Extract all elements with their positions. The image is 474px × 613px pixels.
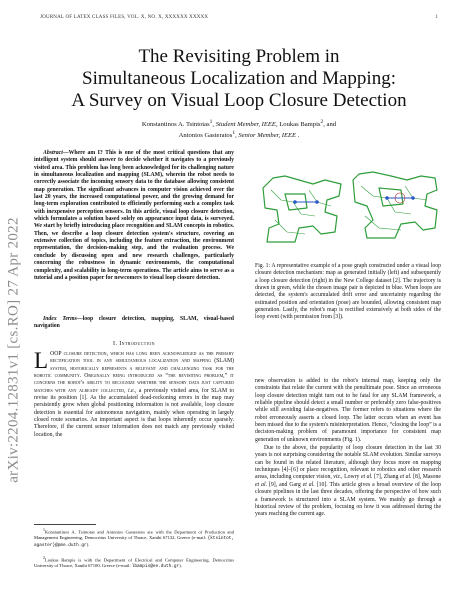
affiliation-mark: 1 [209, 119, 213, 125]
abstract-text: —Where am I? This is one of the most critical questions that any intelligent system should answer to decide whether it navigates to a previously visited area. This problem has long been acknowledged for its challenging nature in simultaneous localization and mapping (SLAM), wherein the robot needs to correctly associate the incoming sensory data to the database allowing consistent map generation. The significant advances in computer vision achieved over the last 20 years, the increased computational power, and the growing demand for long-term exploration contributed to efficiently performing such a complex task with inexpensive perception sensors. In this article, visual loop closure detection, which formulates a solution based solely on appearance input data, is surveyed. We start by briefly introducing place recognition and SLAM concepts in robotics. Then, we describe a loop closure detection system's structure, covering an extensive collection of topics, including the feature extraction, the environment representation, the decision-making step, and the evaluation process. We conclude by discussing open and new research challenges, particularly concerning the robustness in dynamic environments, the computational complexity, and scalability in long-term operations. The article aims to serve as a tutorial and a position paper for newcomers to visual loop closure detection. [34, 150, 234, 281]
footnote-1 [34, 528, 234, 549]
footnote-mark: 2 [43, 556, 45, 560]
body-text: et al. [302, 481, 315, 488]
separator: , [235, 132, 239, 140]
footnote-email: {ktsintot, agaster}@pme.duth.gr [34, 536, 234, 549]
intro-text: i.e. [127, 387, 135, 394]
footnote-email: lbampis@ee.duth.gr [131, 564, 180, 570]
author-role: Student Member, IEEE [215, 121, 276, 129]
title-line-2: Simultaneous Localization and Mapping: [82, 68, 396, 89]
arxiv-id-text: arXiv:2204.12831v1 [cs.RO] 27 Apr 2022 [5, 217, 22, 483]
author-line-1 [60, 118, 418, 129]
author-name: Antonios Gasteratos [178, 132, 233, 140]
author-name: Konstantinos A. Tsintotas [141, 121, 210, 129]
section-number: I. [113, 341, 118, 347]
footnote-text: Loukas Bampis is with the Department of Electrical and Computer Engineering, Democritus University of Thrace, Xanthi 67100, Greece (e-mail: [34, 557, 234, 569]
drop-cap: L [34, 348, 49, 373]
intro-text: , a previously visited area, for SLAM to revise its position [1]. As the accumulated dead-reckoning errors in the map may persistently grow when global positioning information is not available, loop closure detection is essential for autonomous navigation, mainly when operating in largely closed route scenarios. An important aspect is that loops inherently occur sparsely. Therefore, if the current sensor information does not match any previously visited location, the [34, 387, 234, 438]
body-text: [7], Zhang [372, 474, 400, 481]
footnote-text: ). [86, 542, 90, 548]
body-text: Due to the above, the popularity of loop closure detection in the last 30 years is not surprising considering the notable SLAM evolution. Similar surveys can be found in the related literature, although they focus more on mapping techniques [4]–[6] or place recognition, relevant to robotics and other research areas, including computer vision, [255, 445, 441, 481]
journal-header: JOURNAL OF LATEX CLASS FILES, VOL. X, NO. X, XXXXXX XXXXX [40, 15, 209, 20]
figure-caption: Fig. 1: A representative example of a pose graph constructed under a visual loop closure detection mechanism: map as generated initially (left) and subsequently a loop closure detection (right) in the New College dataset [2]. The trajectory is drawn in green, while the chosen image pair is depicted in blue. When loops are detected, the system's accumulated drift error and uncertainty regarding the estimated position and orientation (pose) are bounded, allowing consistent map generation. Lastly, the robot's map is rectified extensively at both sides of the loop event (with permission from [3]). [255, 263, 441, 321]
section-title: Introduction [119, 341, 155, 347]
separator: , [212, 121, 216, 129]
page-number: 1 [435, 15, 438, 20]
pose-graph-figure [255, 150, 441, 256]
right-column-text [255, 378, 441, 519]
footnote-2 [34, 556, 234, 570]
body-text: [9], and Garg [267, 481, 303, 488]
author-role: Senior Member, IEEE [238, 132, 297, 140]
intro-text: OOP closure detection, which has long been acknowledged as the primary rectification tool in any simultaneous localization and mapping (SLAM) system, historically represents a relevant and challenging task for the robotic community. Originally being introduced as “the revisiting problem,” it concerns the robot's ability to recognize whether the sensory data just captured matches with any already collected, [34, 351, 234, 394]
body-text: et al. [399, 474, 412, 481]
body-text: et al. [360, 474, 373, 481]
paragraph: new observation is added to the robot's internal map, keeping only the constraints that relate the current with the penultimate pose. Since an erroneous loop closure detection might turn out to be fatal for any SLAM framework, a reliable pipeline should detect a small number or preferably zero false-positives while still avoiding false-negatives. The former refers to situations where the robot erroneously asserts a closed loop. The latter occurs when an event has been missed due to the system's misinterpretation. Hence, “closing the loop” is a decision-making problem of paramount importance for consistent map generation of unknown environments (Fig. 1). [255, 378, 441, 443]
initial-map-panel [263, 176, 341, 242]
footnote-mark: 1 [43, 528, 45, 532]
index-terms [34, 316, 234, 331]
body-text: et al. [255, 481, 268, 488]
affiliation-mark: 1 [232, 130, 236, 137]
paragraph [255, 445, 441, 518]
author-name: , Loukas Bampis [275, 121, 321, 129]
separator: . [296, 132, 300, 140]
intro-paragraph [34, 348, 234, 439]
body-text: [8], Masone [411, 474, 441, 481]
section-heading [34, 341, 234, 347]
figure-1 [255, 150, 441, 256]
arxiv-stamp [3, 130, 25, 570]
body-text: [10]. This article gives a broad overview of the loop closure pipelines in the last three decades, offering the perspective of how such a framework is structured into a SLAM system. We mainly go through a historical review of the problem, focusing on how it was addressed during the years reaching the current age. [255, 481, 442, 518]
paper-title [60, 46, 418, 112]
trajectory-path [353, 172, 437, 238]
author-line-2 [60, 129, 418, 140]
abstract [34, 150, 234, 282]
affiliation-mark: 2 [320, 119, 324, 125]
author-list [60, 118, 418, 140]
abstract-label: Abstract [43, 150, 63, 156]
footnote-text: ). [179, 563, 182, 569]
index-terms-label: Index Terms [43, 316, 77, 322]
footnote-text: Konstantinos A. Tsintotas and Antonios Gasteratos are with the Department of Production and Management Engineering, Democritus University of Thrace, Xanthi 67132, Greece (e-mail: [34, 529, 234, 541]
separator: , and [323, 121, 337, 129]
index-terms-text: —loop closure detection, mapping, SLAM, visual-based navigation [34, 316, 234, 330]
body-text: viz. [333, 474, 342, 481]
title-line-3: A Survey on Visual Loop Closure Detection [71, 90, 407, 111]
loop-closure-map-panel [353, 172, 437, 238]
title-line-1: The Revisiting Problem in [138, 46, 340, 67]
body-text: , Lowry [341, 474, 361, 481]
trajectory-path [263, 176, 341, 242]
footnote-rule [34, 524, 96, 525]
